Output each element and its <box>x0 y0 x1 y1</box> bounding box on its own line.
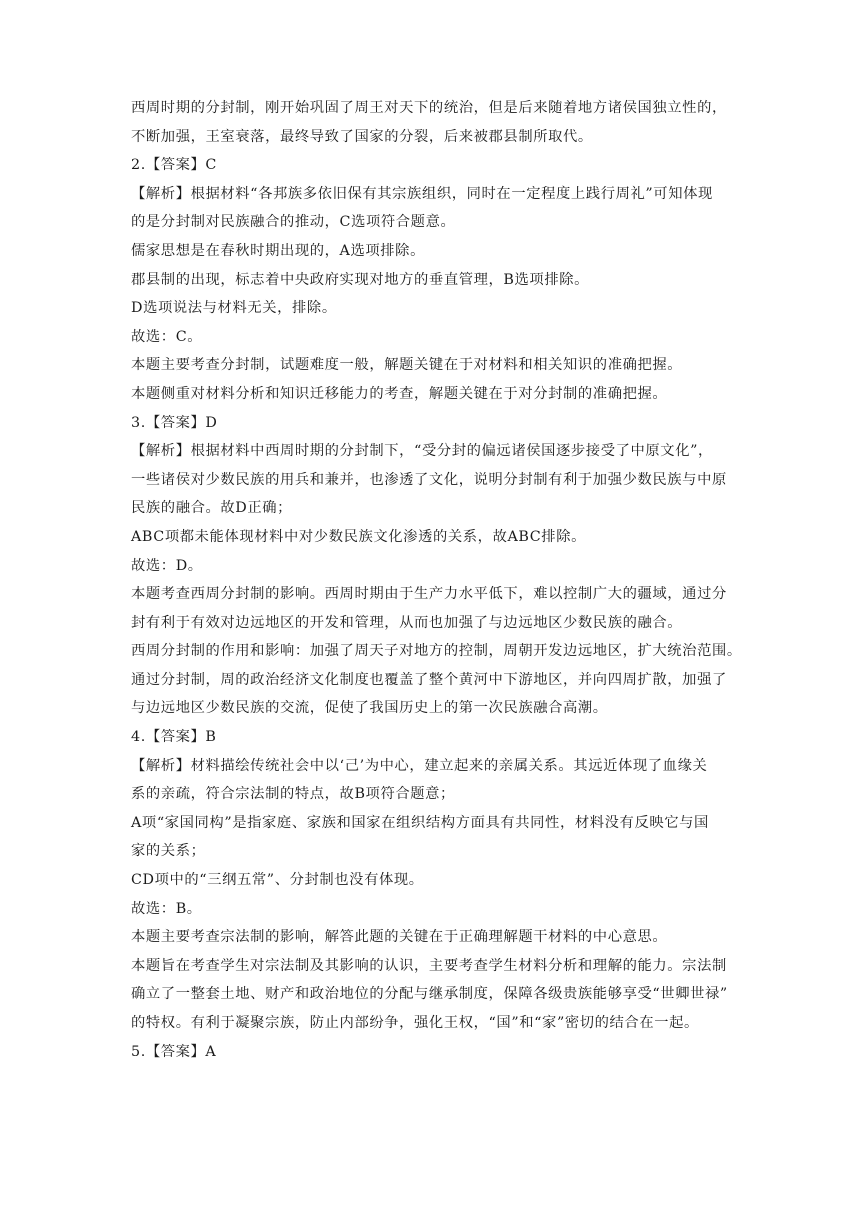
text-line: 与边远地区少数民族的交流，促使了我国历史上的第一次民族融合高潮。 <box>131 700 608 717</box>
analysis-line: 【解析】根据材料中西周时期的分封制下，“受分封的偏远诸侯国逐步接受了中原文化”， <box>131 443 713 460</box>
answer-heading: 4.【答案】B <box>131 729 217 746</box>
text-line: 家的关系； <box>131 843 206 860</box>
text-line: D选项说法与材料无关，排除。 <box>131 300 337 317</box>
text-line: 本题旨在考查学生对宗法制及其影响的认识，主要考查学生材料分析和理解的能力。宗法制 <box>131 957 727 974</box>
text-line: 不断加强，王室衰落，最终导致了国家的分裂，后来被郡县制所取代。 <box>131 128 593 145</box>
analysis-line: 【解析】根据材料“各邦族多依旧保有其宗族组织，同时在一定程度上践行周礼”可知体现 <box>131 185 713 202</box>
text-line: A项“家国同构”是指家庭、家族和国家在组织结构方面具有共同性，材料没有反映它与国 <box>131 814 709 831</box>
text-line: 本题侧重对材料分析和知识迁移能力的考查，解题关键在于对分封制的准确把握。 <box>131 385 668 402</box>
text-line: 封有利于有效对边远地区的开发和管理，从而也加强了与边远地区少数民族的融合。 <box>131 614 683 631</box>
text-line: 西周时期的分封制，刚开始巩固了周王对天下的统治，但是后来随着地方诸侯国独立性的， <box>131 100 727 116</box>
choice-line: 故选：D。 <box>131 557 203 574</box>
answer-heading: 5.【答案】A <box>131 1043 217 1060</box>
text-line: 本题考查西周分封制的影响。西周时期由于生产力水平低下，难以控制广大的疆域，通过分 <box>131 586 727 603</box>
text-line: 郡县制的出现，标志着中央政府实现对地方的垂直管理，B选项排除。 <box>131 271 590 288</box>
answer-heading: 3.【答案】D <box>131 414 218 431</box>
text-line: 本题主要考查分封制，试题难度一般，解题关键在于对材料和相关知识的准确把握。 <box>131 357 683 374</box>
document-page <box>131 94 742 1066</box>
choice-line: 故选：B。 <box>131 900 202 917</box>
text-line: 系的亲疏，符合宗法制的特点，故B项符合题意； <box>131 786 455 803</box>
text-line: 儒家思想是在春秋时期出现的，A选项排除。 <box>131 242 425 259</box>
text-line: 的特权。有利于凝聚宗族，防止内部纷争，强化王权，“国”和“家”密切的结合在一起。 <box>131 1015 699 1031</box>
choice-line: 故选：C。 <box>131 328 203 345</box>
text-line: ABC项都未能体现材料中对少数民族文化渗透的关系，故ABC排除。 <box>131 528 586 545</box>
text-line: 西周分封制的作用和影响：加强了周天子对地方的控制，周朝开发边远地区，扩大统治范围。 <box>131 643 742 660</box>
text-line: 民族的融合。故D正确； <box>131 500 293 517</box>
text-line: 一些诸侯对少数民族的用兵和兼并，也渗透了文化，说明分封制有利于加强少数民族与中原 <box>131 471 727 488</box>
text-line: 确立了一整套土地、财产和政治地位的分配与继承制度，保障各级贵族能够享受“世卿世禄” <box>131 986 728 1003</box>
text-line: 本题主要考查宗法制的影响，解答此题的关键在于正确理解题干材料的中心意思。 <box>131 929 668 946</box>
analysis-line: 【解析】材料描绘传统社会中以‘己’为中心，建立起来的亲属关系。其远近体现了血缘关 <box>131 757 708 774</box>
text-line: CD项中的“三纲五常”、分封制也没有体现。 <box>131 872 424 889</box>
answer-heading: 2.【答案】C <box>131 157 217 174</box>
text-line: 的是分封制对民族融合的推动，C选项符合题意。 <box>131 214 456 231</box>
text-line: 通过分封制，周的政治经济文化制度也覆盖了整个黄河中下游地区，并向四周扩散，加强了 <box>131 671 727 688</box>
